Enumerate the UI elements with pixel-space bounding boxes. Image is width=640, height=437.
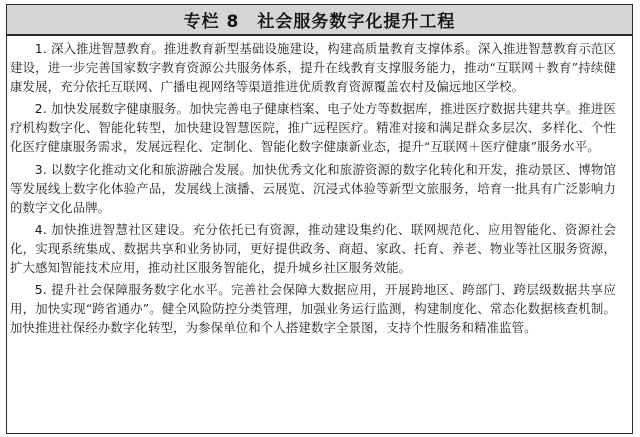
paragraph-heading: 1. 深入推进智慧教育。: [34, 41, 165, 56]
paragraph-body: 充分依托已有资源，推动建设集约化、联网规范化、应用智能化、资源社会化，实现系统集成、数据共享和业务协同，更好提供政务、商超、家政、托育、养老、物业等社区服务资源，扩大感知智能技术应用，推动社区服务智能化，提升城乡社区服务效能。: [10, 221, 616, 276]
paragraph-heading: 2. 加快发展数字健康服务。: [34, 101, 190, 117]
paragraph-heading: 5. 提升社会保障服务数字化水平。: [34, 282, 232, 298]
paragraph-body: 完善社会保障大数据应用，开展跨地区、跨部门、跨层级数据共享应用，加快实现“跨省通办”。健全风险防控分类管理，加强业务运行监测，构建制度化、常态化数据核查机制。加快推进社保经办数字化转型，为参保单位和个人搭建数字全景图，支持个性服务和精准监管。: [10, 282, 616, 336]
paragraph-body: 加快完善电子健康档案、电子处方等数据库，推进医疗数据共建共享。推进医疗机构数字化、智能化转型，加快建设智慧医院，推广远程医疗。精准对接和满足群众多层次、多样化、个性化医疗健康服务需求，发展远程化、定制化、智能化数字健康新业态，提升“互联网＋医疗健康”服务水平。: [10, 101, 616, 155]
paragraph-social-security: [10, 280, 616, 337]
column-title: 专栏 8 社会服务数字化提升工程: [183, 12, 456, 32]
paragraph-heading: 3. 以数字化推动文化和旅游融合发展。: [34, 161, 252, 177]
paragraph-smart-community: [10, 220, 616, 277]
paragraph-health: [10, 99, 616, 156]
paragraph-body: 加快优秀文化和旅游资源的数字化转化和开发，推动景区、博物馆等发展线上数字化体验产品，发展线上演播、云展览、沉浸式体验等新型文旅服务，培育一批具有广泛影响力的数字文化品牌。: [10, 161, 616, 215]
paragraph-education: [10, 39, 616, 96]
paragraph-heading: 4. 加快推进智慧社区建设。: [34, 221, 193, 237]
paragraph-culture-tourism: [10, 160, 616, 217]
paragraph-body: 推进教育新型基础设施建设，构建高质量教育支撑体系。深入推进智慧教育示范区建设，进一步完善国家数字教育资源公共服务体系，提升在线教育支撑服务能力，推动“互联网＋教育”持续健康发展，充分依托互联网、广播电视网络等渠道推进优质教育资源覆盖农村及偏远地区学校。: [10, 41, 617, 95]
column-title-bar: [7, 5, 632, 36]
column-content: [10, 39, 616, 340]
